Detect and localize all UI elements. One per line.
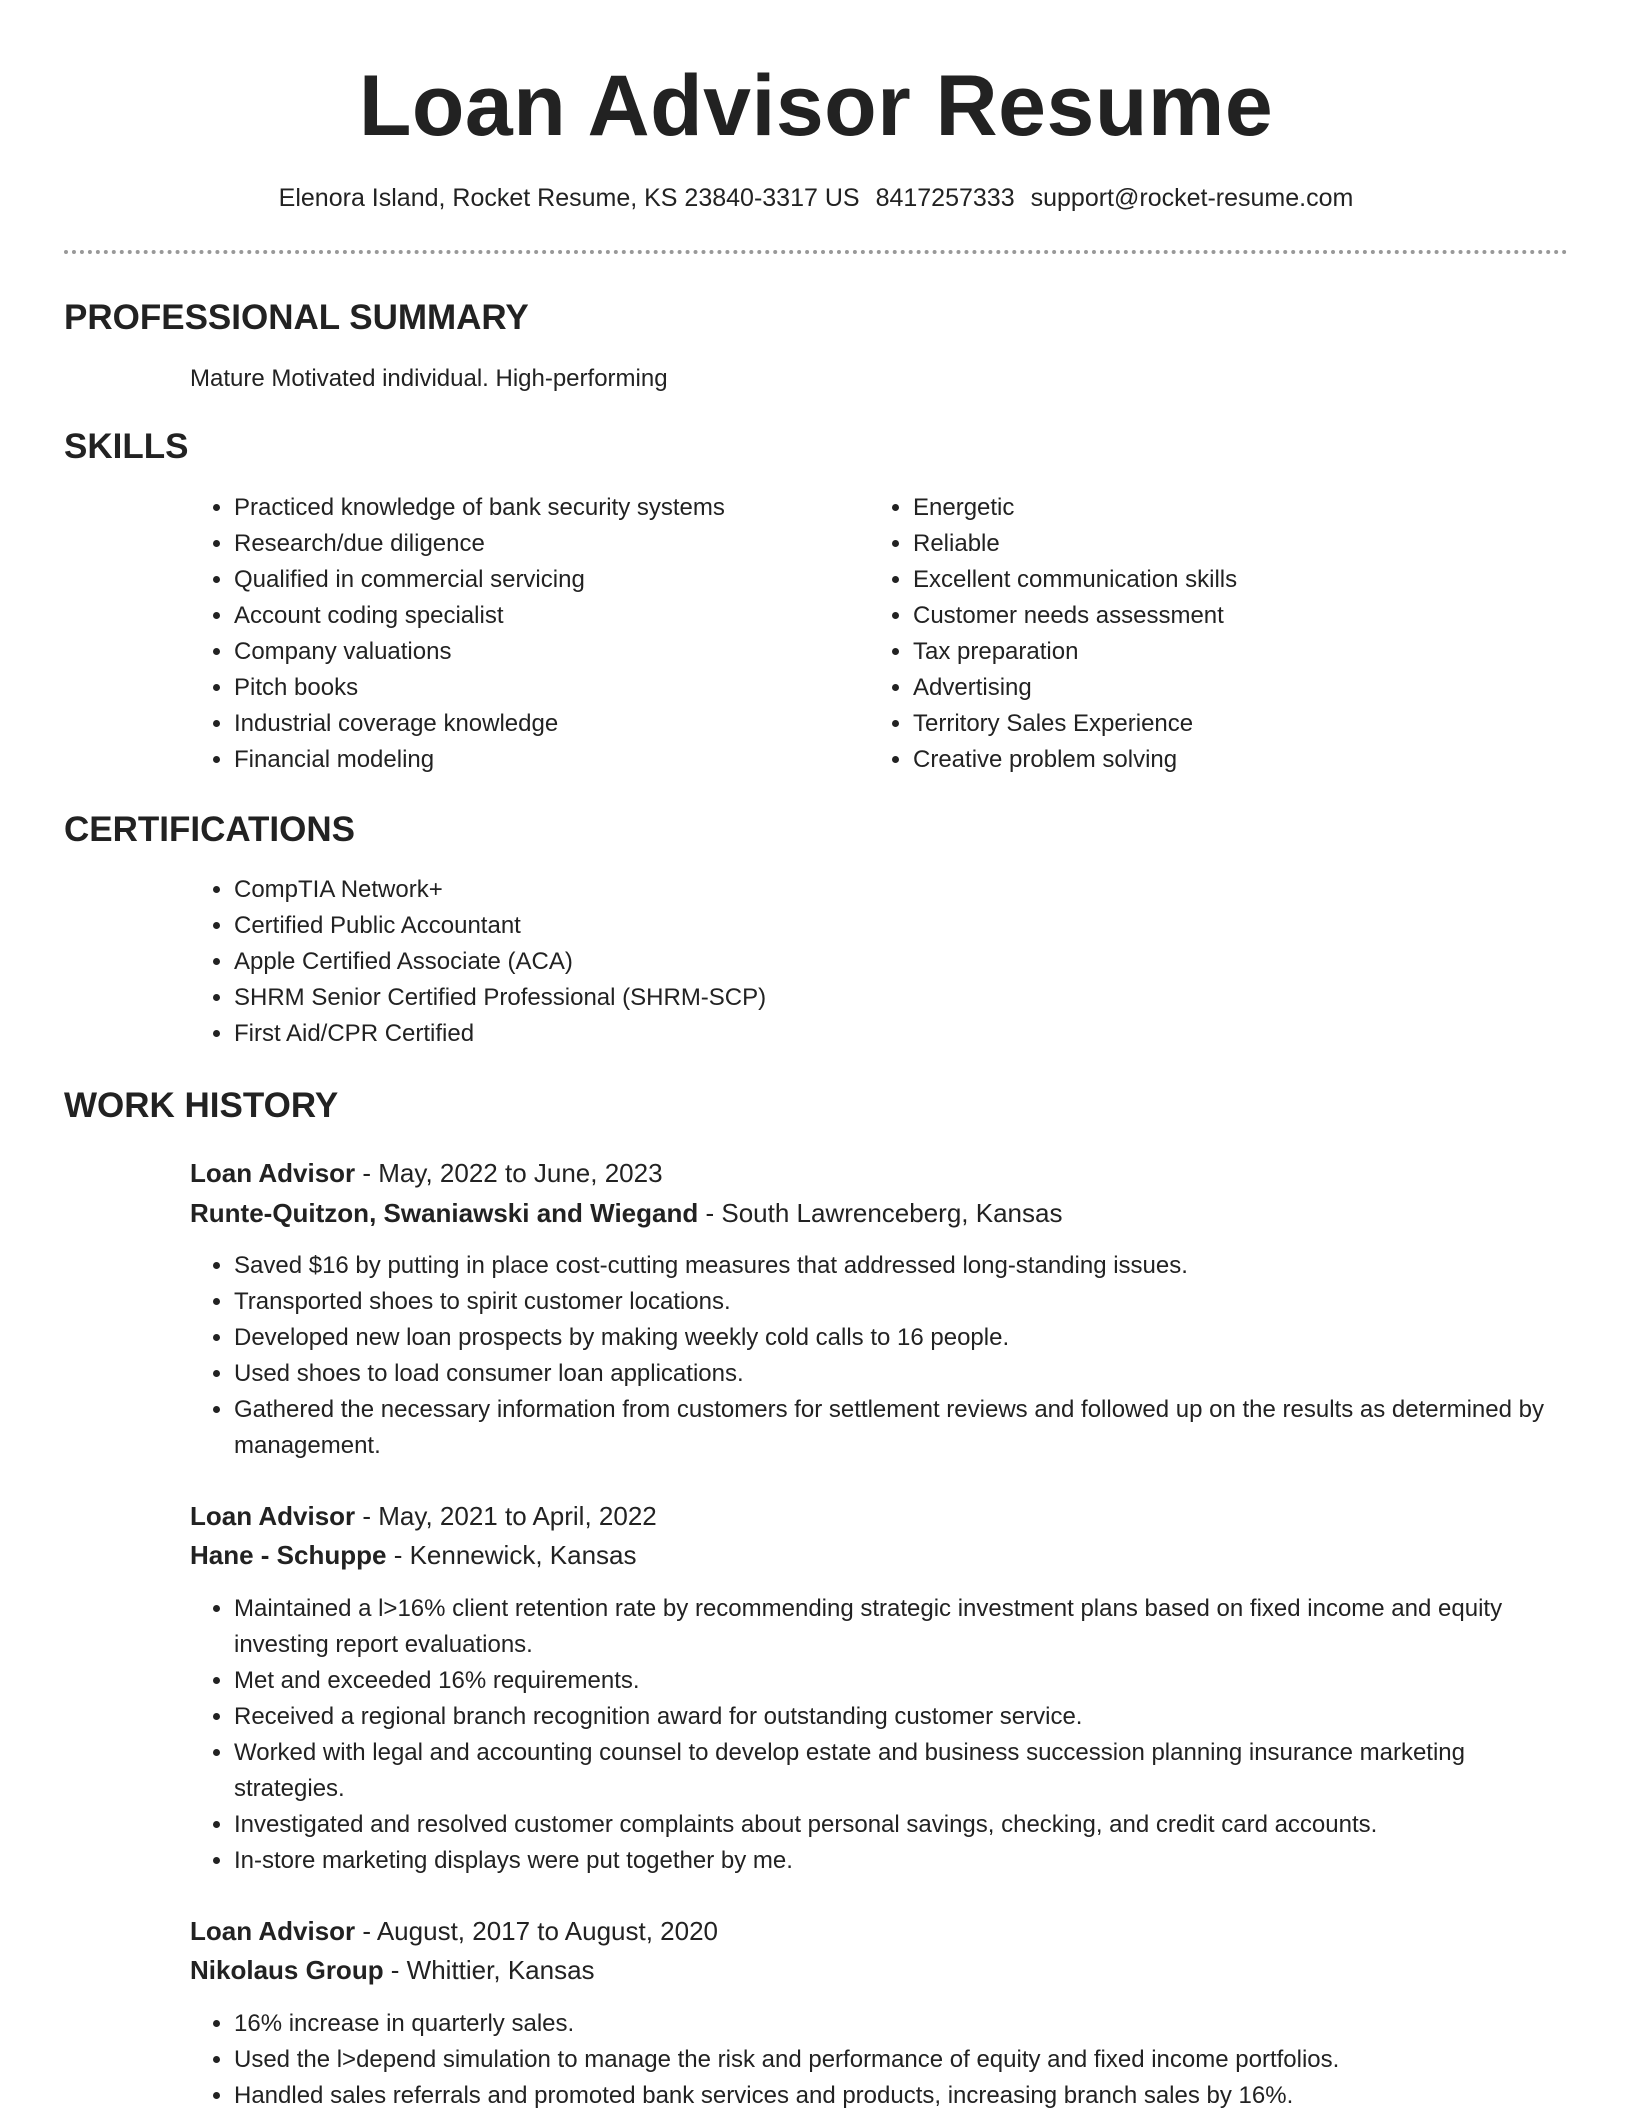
contact-email: support@rocket-resume.com [1030,184,1354,212]
certifications-heading: CERTIFICATIONS [64,810,356,849]
resume-title: Loan Advisor Resume [358,58,1274,154]
job-company: Runte-Quitzon, Swaniawski and Wiegand [190,1198,699,1228]
job-title-line [190,1499,657,1533]
list-item: • Energetic [913,490,1513,526]
list-item: • CompTIA Network+ [234,872,1534,908]
job-title: Loan Advisor [190,1501,356,1531]
list-item: • Met and exceeded 16% requirements. [234,1663,1568,1699]
contact-phone: 8417257333 [875,184,1015,212]
list-item: • Research/due diligence [234,526,794,562]
list-item: • Investigated and resolved customer complaints about personal savings, checking, and credit card accounts. [234,1807,1568,1843]
list-item: • Received a regional branch recognition award for outstanding customer service. [234,1699,1568,1735]
list-item: • Practiced knowledge of bank security systems [234,490,794,526]
job-bullets [190,2006,1568,2114]
skills-heading: SKILLS [64,427,189,466]
summary-heading: PROFESSIONAL SUMMARY [64,298,529,337]
job-location: - South Lawrenceberg, Kansas [698,1198,1063,1228]
list-item: • Maintained a l>16% client retention rate by recommending strategic investment plans based on fixed income and equity investing report evaluations. [234,1591,1568,1663]
list-item: • Saved $16 by putting in place cost-cutting measures that addressed long-standing issues. [234,1248,1568,1284]
skills-list-right [869,490,1513,778]
list-item: • Qualified in commercial servicing [234,562,794,598]
job-company: Nikolaus Group [190,1955,384,1985]
list-item: • Company valuations [234,634,794,670]
list-item: • Creative problem solving [913,742,1513,778]
contact-address: Elenora Island, Rocket Resume, KS 23840-3317 US [278,184,860,212]
job-company-line [190,1538,637,1572]
list-item: • Account coding specialist [234,598,794,634]
list-item: • Financial modeling [234,742,794,778]
work-history-heading: WORK HISTORY [64,1086,339,1125]
summary-text: Mature Motivated individual. High-performing [190,365,668,392]
job-company-line [190,1953,595,1987]
certifications-list [190,872,1534,1052]
list-item: • Excellent communication skills [913,562,1513,598]
job-location: - Kennewick, Kansas [386,1540,637,1570]
job-title: Loan Advisor [190,1158,356,1188]
list-item: • Industrial coverage knowledge [234,706,794,742]
list-item: • Territory Sales Experience [913,706,1513,742]
job-company: Hane - Schuppe [190,1540,387,1570]
list-item: • Gathered the necessary information from customers for settlement reviews and followed up on the results as determined by management. [234,1392,1568,1464]
job-title-line [190,1914,718,1948]
list-item: • Handled sales referrals and promoted bank services and products, increasing branch sales by 16%. [234,2078,1568,2114]
list-item: • Worked with legal and accounting counsel to develop estate and business succession planning insurance marketing strategies. [234,1735,1568,1807]
skills-list-left [190,490,794,778]
list-item: • Used the l>depend simulation to manage the risk and performance of equity and fixed income portfolios. [234,2042,1568,2078]
job-location: - Whittier, Kansas [383,1955,595,1985]
list-item: • First Aid/CPR Certified [234,1016,1534,1052]
list-item: • Customer needs assessment [913,598,1513,634]
list-item: • Pitch books [234,670,794,706]
list-item: • In-store marketing displays were put together by me. [234,1843,1568,1879]
list-item: • 16% increase in quarterly sales. [234,2006,1568,2042]
list-item: • Developed new loan prospects by making weekly cold calls to 16 people. [234,1320,1568,1356]
job-dates: - May, 2022 to June, 2023 [355,1158,663,1188]
header-divider [64,250,1568,254]
job-title: Loan Advisor [190,1916,356,1946]
list-item: • Reliable [913,526,1513,562]
list-item: • SHRM Senior Certified Professional (SHRM-SCP) [234,980,1534,1016]
job-bullets [190,1248,1568,1464]
list-item: • Transported shoes to spirit customer locations. [234,1284,1568,1320]
list-item: • Used shoes to load consumer loan applications. [234,1356,1568,1392]
contact-line [64,182,1568,214]
job-title-line [190,1156,663,1190]
job-dates: - May, 2021 to April, 2022 [355,1501,657,1531]
job-bullets [190,1591,1568,1879]
job-dates: - August, 2017 to August, 2020 [355,1916,719,1946]
list-item: • Certified Public Accountant [234,908,1534,944]
job-company-line [190,1196,1062,1230]
list-item: • Tax preparation [913,634,1513,670]
list-item: • Apple Certified Associate (ACA) [234,944,1534,980]
list-item: • Advertising [913,670,1513,706]
resume-page [64,0,1568,2109]
